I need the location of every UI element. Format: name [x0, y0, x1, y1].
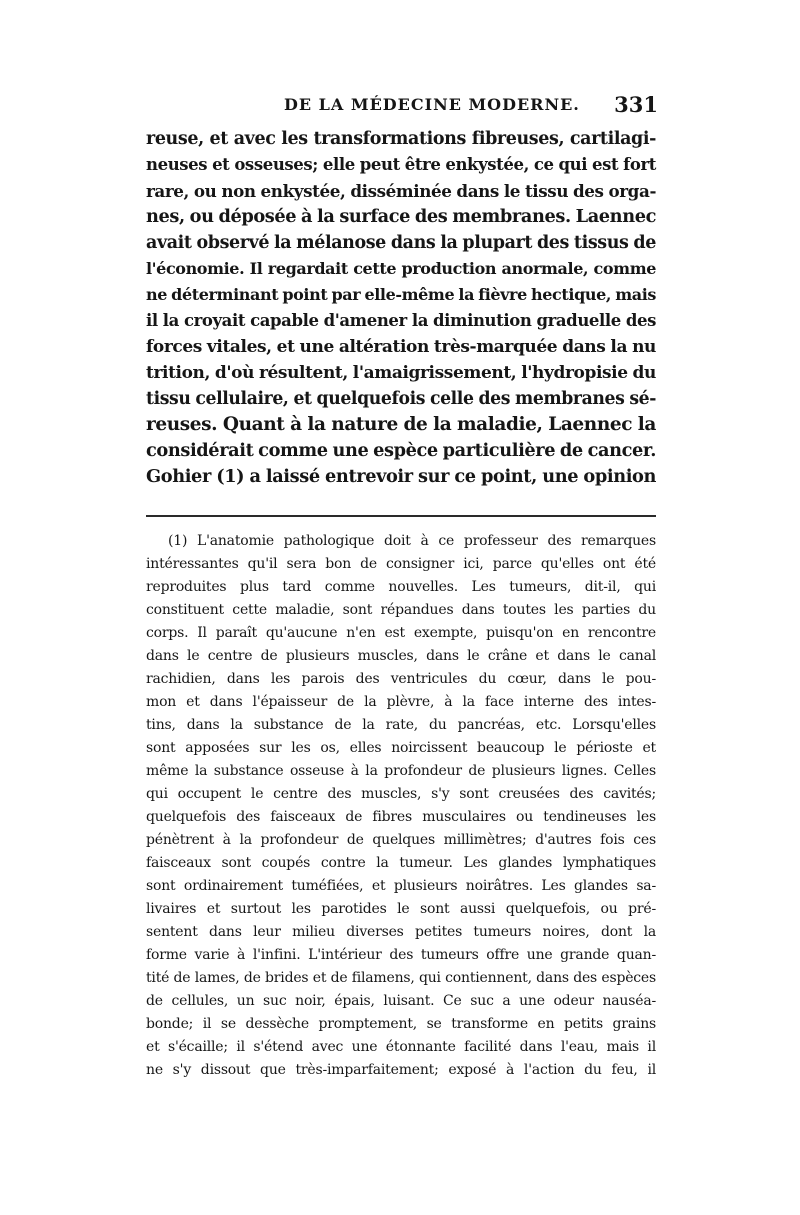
main-text-line: neuses et osseuses; elle peut être enkystée, ce qui est fort: [146, 155, 656, 174]
footnote-line: bonde; il se dessèche promptement, se transforme en petits grains: [146, 1016, 656, 1032]
main-text-line: avait observé la mélanose dans la plupart des tissus de: [146, 233, 656, 253]
main-text-line: ne déterminant point par elle-même la fièvre hectique, mais: [146, 285, 656, 304]
footnote-line: reproduites plus tard comme nouvelles. Les tumeurs, dit-il, qui: [146, 579, 656, 595]
page-number: 331: [614, 92, 658, 117]
main-text-line: considérait comme une espèce particulière de cancer.: [146, 440, 657, 461]
main-text-line: tissu cellulaire, et quelquefois celle des membranes sé-: [146, 389, 656, 409]
footnote-line: pénètrent à la profondeur de quelques millimètres; d'autres fois ces: [146, 832, 656, 848]
main-text-line: Gohier (1) a laissé entrevoir sur ce point, une opinion: [146, 466, 656, 487]
footnote-line: tins, dans la substance de la rate, du pancréas, etc. Lorsqu'elles: [146, 717, 656, 733]
footnote-line: livaires et surtout les parotides le sont aussi quelquefois, ou pré-: [146, 901, 656, 917]
main-text-line: rare, ou non enkystée, disséminée dans le tissu des orga-: [146, 181, 656, 201]
footnote-line: qui occupent le centre des muscles, s'y sont creusées des cavités;: [146, 786, 656, 802]
running-title: DE LA MÉDECINE MODERNE.: [284, 95, 580, 114]
footnote-line: et s'écaille; il s'étend avec une étonnante facilité dans l'eau, mais il: [146, 1039, 656, 1055]
main-text: [146, 126, 656, 490]
main-text-line: trition, d'où résultent, l'amaigrissement, l'hydropisie du: [146, 363, 656, 383]
footnote-line: dans le centre de plusieurs muscles, dans le crâne et dans le canal: [146, 648, 656, 664]
footnote-line: corps. Il paraît qu'aucune n'en est exempte, puisqu'on en rencontre: [146, 625, 656, 641]
footnote-line: tité de lames, de brides et de filamens, qui contiennent, dans des espèces: [146, 970, 656, 986]
footnote-line: de cellules, un suc noir, épais, luisant. Ce suc a une odeur nauséa-: [146, 993, 656, 1009]
footnote: [146, 530, 656, 1082]
footnote-line: rachidien, dans les parois des ventricules du cœur, dans le pou-: [146, 671, 656, 687]
footnote-line: intéressantes qu'il sera bon de consigner ici, parce qu'elles ont été: [146, 556, 656, 572]
footnote-line: forme varie à l'infini. L'intérieur des tumeurs offre une grande quan-: [146, 947, 656, 963]
main-text-line: reuse, et avec les transformations fibreuses, cartilagi-: [146, 129, 656, 149]
footnote-line: sont ordinairement tuméfiées, et plusieurs noirâtres. Les glandes sa-: [146, 878, 656, 894]
main-text-line: nes, ou déposée à la surface des membranes. Laennec: [146, 206, 656, 227]
footnote-line: (1) L'anatomie pathologique doit à ce professeur des remarques: [168, 533, 656, 549]
running-head: [146, 92, 658, 125]
footnote-line: quelquefois des faisceaux de fibres musculaires ou tendineuses les: [146, 809, 656, 825]
footnote-line: mon et dans l'épaisseur de la plèvre, à la face interne des intes-: [146, 694, 656, 710]
main-text-line: il la croyait capable d'amener la diminution graduelle des: [146, 311, 656, 330]
footnote-line: ne s'y dissout que très-imparfaitement; exposé à l'action du feu, il: [146, 1062, 656, 1078]
footnote-line: sont apposées sur les os, elles noircissent beaucoup le périoste et: [146, 740, 656, 756]
footnote-divider: [146, 515, 656, 517]
main-text-line: l'économie. Il regardait cette production anormale, comme: [146, 259, 656, 278]
footnote-line: constituent cette maladie, sont répandues dans toutes les parties du: [146, 602, 656, 618]
main-text-line: reuses. Quant à la nature de la maladie, Laennec la: [146, 414, 656, 435]
main-text-line: forces vitales, et une altération très-marquée dans la nu: [146, 337, 656, 357]
footnote-line: faisceaux sont coupés contre la tumeur. Les glandes lymphatiques: [146, 855, 656, 871]
footnote-line: même la substance osseuse à la profondeur de plusieurs lignes. Celles: [146, 763, 656, 779]
footnote-line: sentent dans leur milieu diverses petites tumeurs noires, dont la: [146, 924, 656, 940]
